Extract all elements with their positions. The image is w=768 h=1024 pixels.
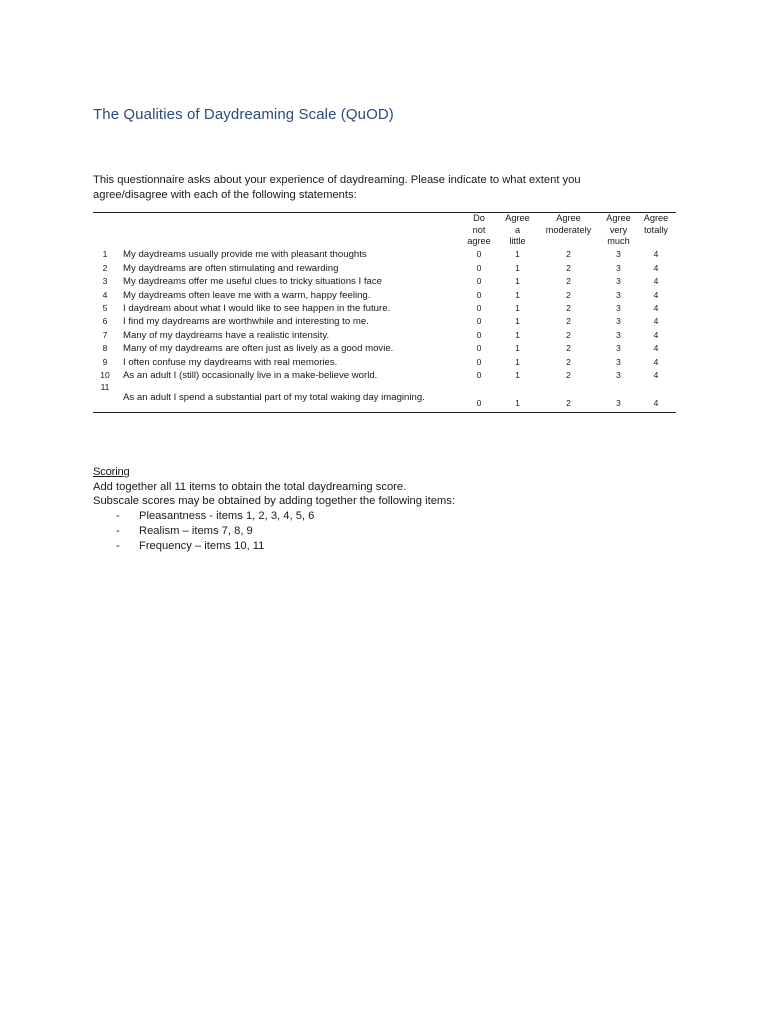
item-number: 11 [100,382,110,393]
subscale-text: Realism – items 7, 8, 9 [139,524,253,537]
rating-option: 3 [616,303,621,313]
rating-option: 2 [566,249,571,260]
rating-option: 2 [566,276,571,287]
rating-option: 1 [515,397,520,408]
rating-option: 0 [476,316,482,327]
rating-option: 2 [566,316,571,327]
rating-option: 4 [653,343,659,354]
table-body [93,249,676,413]
item-statement: I often confuse my daydreams with real memories. [123,356,338,368]
header-line: not [472,224,486,235]
table-row [93,356,676,369]
rating-option: 1 [515,316,520,327]
rating-option: 0 [476,289,482,300]
header-line: moderately [545,224,592,235]
header-line: much [607,236,630,246]
rating-option: 4 [653,316,659,327]
rating-option: 1 [515,369,520,380]
rating-option: 1 [515,262,520,273]
rating-option: 4 [653,249,659,260]
rating-option: 4 [653,303,659,313]
table-row [93,342,676,355]
header-line: Agree [505,213,530,223]
rating-option: 0 [476,303,482,313]
item-statement: I find my daydreams are worthwhile and interesting to me. [123,316,369,328]
table-row [93,315,676,328]
header-statement [117,213,459,249]
rating-option: 4 [653,289,659,300]
rating-option: 3 [616,356,621,367]
header-line: totally [643,224,668,235]
subscale-list [93,509,653,553]
item-statement: My daydreams usually provide me with pleasant thoughts [123,249,367,261]
rating-option: 3 [616,249,621,260]
header-agree-totally [636,213,676,249]
item-number: 8 [102,343,108,354]
rating-option: 4 [653,329,659,340]
subscale-item [93,524,653,539]
item-number: 4 [102,289,108,300]
header-agree-very-much [601,213,636,249]
header-line: Agree [606,213,631,223]
rating-option: 1 [515,329,520,340]
header-line: Do [473,213,485,223]
item-statement: Many of my daydreams are often just as lively as a good movie. [123,343,394,355]
rating-option: 3 [616,343,621,354]
rating-option: 0 [476,343,482,354]
table-row [93,249,676,262]
item-number: 10 [100,369,110,380]
header-line: agree [467,236,491,246]
rating-option: 4 [653,397,659,408]
subscale-text: Pleasantness - items 1, 2, 3, 4, 5, 6 [139,510,315,523]
item-number: 1 [102,249,108,260]
item-statement: I daydream about what I would like to see happen in the future. [123,303,391,314]
item-number: 3 [102,276,108,287]
questionnaire-table [93,212,676,413]
rating-option: 1 [515,249,520,260]
rating-option: 0 [476,262,482,273]
intro-paragraph: This questionnaire asks about your experience of daydreaming. Please indicate to what extent you agree/disagree with each of the following statements: [93,174,581,201]
rating-option: 1 [515,303,520,313]
subscale-item [93,509,653,524]
rating-option: 2 [566,343,571,354]
item-number: 9 [102,356,108,367]
table-row [93,369,676,382]
table-row [93,289,676,302]
item-statement: My daydreams are often stimulating and rewarding [123,262,339,274]
subscale-text: Frequency – items 10, 11 [139,539,265,552]
rating-option: 2 [566,303,571,313]
item-number: 6 [102,316,108,327]
table-row [93,302,676,315]
item-number: 7 [102,329,108,340]
rating-option: 0 [476,249,482,260]
rating-option: 3 [616,262,621,273]
scoring-heading: Scoring [93,466,130,478]
rating-option: 1 [515,356,520,367]
item-statement: My daydreams offer me useful clues to tricky situations I face [123,276,382,288]
rating-option: 2 [566,369,571,380]
header-agree-moderately [536,213,601,249]
rating-option: 0 [476,356,482,367]
rating-option: 1 [515,276,520,287]
rating-option: 3 [616,276,621,287]
item-statement: My daydreams often leave me with a warm, happy feeling. [123,289,371,301]
table-row [93,262,676,275]
rating-option: 2 [566,262,571,273]
scoring-section [93,465,653,553]
rating-option: 2 [566,356,571,367]
rating-option: 4 [653,356,659,367]
item-number: 2 [102,262,108,273]
rating-option: 2 [566,397,571,408]
header-line: Agree [556,213,581,223]
page-title: The Qualities of Daydreaming Scale (QuOD) [93,106,394,123]
bullet-dash: - [116,539,120,552]
rating-option: 0 [476,397,482,408]
table-row [93,275,676,288]
rating-option: 0 [476,369,482,380]
rating-option: 4 [653,369,659,380]
header-line: Agree [643,213,669,223]
item-statement: As an adult I (still) occasionally live in a make-believe world. [123,369,378,381]
header-line: little [509,236,526,246]
scoring-line-total: Add together all 11 items to obtain the total daydreaming score. [93,480,407,493]
rating-option: 3 [616,369,621,380]
item-statement: As an adult I spend a substantial part of my total waking day imagining. [123,391,425,403]
header-do-not-agree [459,213,499,249]
header-line: a [514,224,521,235]
rating-option: 2 [566,329,571,340]
rating-option: 2 [566,289,571,300]
rating-option: 4 [653,276,659,287]
rating-option: 3 [616,289,621,300]
item-number: 5 [102,303,108,313]
bullet-dash: - [116,510,120,523]
rating-option: 0 [476,276,482,287]
rating-option: 3 [616,316,621,327]
rating-option: 1 [515,289,520,300]
header-agree-a-little [499,213,536,249]
rating-option: 3 [616,397,621,408]
scoring-line-subscale: Subscale scores may be obtained by adding together the following items: [93,495,455,508]
header-num [93,213,117,249]
item-statement: Many of my daydreams have a realistic intensity. [123,329,330,341]
rating-option: 1 [515,343,520,354]
table-header-row [93,213,676,249]
rating-option: 0 [476,329,482,340]
table-row [93,329,676,342]
header-line: very [609,224,628,235]
rating-option: 4 [653,262,659,273]
subscale-item [93,539,653,554]
rating-option: 3 [616,329,621,340]
table-row [93,382,676,413]
bullet-dash: - [116,524,120,537]
